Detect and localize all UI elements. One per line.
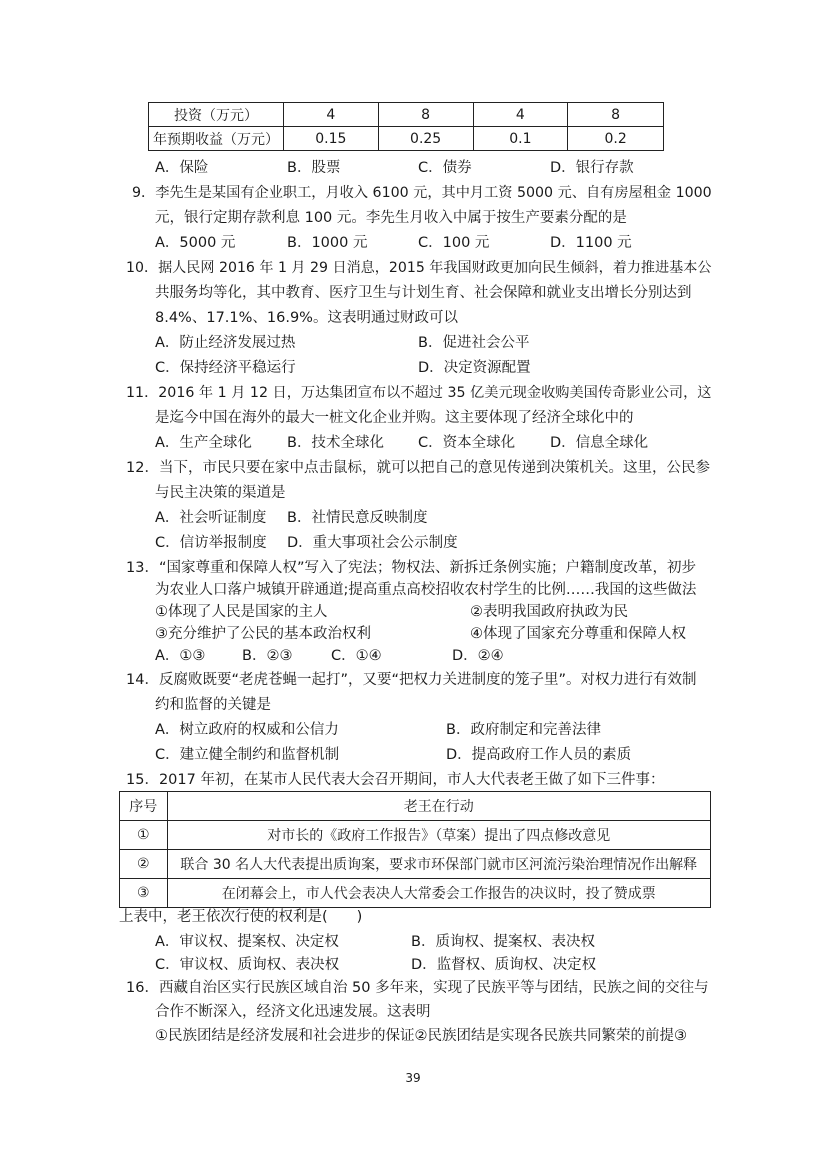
question-text: 11．2016 年 1 月 12 日，万达集团宣布以不超过 35 亿美元现金收购美国传奇影业公司，这 <box>126 385 712 401</box>
statement: ①体现了人民是国家的主人 <box>155 604 328 620</box>
table-cell: 0.25 <box>378 127 473 151</box>
table-header-cell: 序号 <box>120 792 168 821</box>
table-cell: 年预期收益（万元） <box>149 127 284 151</box>
q8-options <box>0 158 826 178</box>
option[interactable]: B．技术全球化 <box>287 435 384 451</box>
option[interactable]: A．审议权、提案权、决定权 <box>155 934 339 950</box>
option[interactable]: B．促进社会公平 <box>418 335 530 351</box>
table-cell: 在闭幕会上，市人代会表决人大常委会工作报告的决议时，投了赞成票 <box>167 879 710 908</box>
option[interactable]: B．质询权、提案权、表决权 <box>411 934 595 950</box>
option[interactable]: D．银行存款 <box>550 160 634 176</box>
question-text: 是迄今中国在海外的最大一桩文化企业并购。这主要体现了经济全球化中的 <box>155 410 634 426</box>
option[interactable]: C．审议权、质询权、表决权 <box>155 957 340 973</box>
question-text: 16．西藏自治区实行民族区域自治 50 多年来，实现了民族平等与团结，民族之间的交往与 <box>126 980 709 996</box>
table-row <box>120 879 711 908</box>
investment-table <box>148 102 664 151</box>
option[interactable]: A．防止经济发展过热 <box>155 335 296 351</box>
table-cell: 8 <box>378 103 473 127</box>
question-text: 8.4%、17.1%、16.9%。这表明通过财政可以 <box>155 310 458 326</box>
table-header-cell: 老王在行动 <box>167 792 710 821</box>
table-cell: 对市长的《政府工作报告》（草案）提出了四点修改意见 <box>167 821 710 850</box>
page-number: 39 <box>405 1071 421 1085</box>
table-cell: 4 <box>473 103 568 127</box>
q15-options <box>0 932 826 952</box>
option[interactable]: A．5000 元 <box>155 235 236 251</box>
table-cell: 0.1 <box>473 127 568 151</box>
question-text: 元，银行定期存款利息 100 元。李先生月收入中属于按生产要素分配的是 <box>155 210 627 226</box>
question-text: 合作不断深入，经济文化迅速发展。这表明 <box>155 1004 431 1020</box>
q11-options <box>0 433 826 453</box>
action-table <box>119 791 711 908</box>
q14-options <box>0 720 826 740</box>
table-cell: 4 <box>283 103 378 127</box>
q10-options <box>0 333 826 353</box>
statement: ②表明我国政府执政为民 <box>470 604 628 620</box>
table-row <box>149 103 664 127</box>
q15-options <box>0 955 826 975</box>
option[interactable]: C．建立健全制约和监督机制 <box>155 747 340 763</box>
statement: ③充分维护了公民的基本政治权利 <box>155 626 371 642</box>
option[interactable]: A．①③ <box>155 648 206 664</box>
q9-options <box>0 233 826 253</box>
table-cell: 投资（万元） <box>149 103 284 127</box>
option[interactable]: C．保持经济平稳运行 <box>155 360 296 376</box>
question-text: 14．反腐败既要“老虎苍蝇一起打”，又要“把权力关进制度的笼子里”。对权力进行有效制 <box>126 672 697 688</box>
option[interactable]: C．债券 <box>418 160 472 176</box>
question-text: 10．据人民网 2016 年 1 月 29 日消息，2015 年我国财政更加向民生倾斜，着力推进基本公 <box>126 260 712 276</box>
question-text: 共服务均等化，其中教育、医疗卫生与计划生育、社会保障和就业支出增长分别达到 <box>155 285 692 301</box>
q12-options <box>0 508 826 528</box>
option[interactable]: D．1100 元 <box>550 235 632 251</box>
question-text: 15．2017 年初，在某市人民代表大会召开期间，市人大代表老王做了如下三件事： <box>126 772 665 788</box>
option[interactable]: A．生产全球化 <box>155 435 252 451</box>
q12-options <box>0 533 826 553</box>
q10-options <box>0 358 826 378</box>
option[interactable]: A．树立政府的权威和公信力 <box>155 722 339 738</box>
option[interactable]: A．社会听证制度 <box>155 510 267 526</box>
q14-options <box>0 745 826 765</box>
table-cell: ② <box>120 850 168 879</box>
question-text: 约和监督的关键是 <box>155 697 271 713</box>
option[interactable]: B．1000 元 <box>287 235 368 251</box>
option[interactable]: B．政府制定和完善法律 <box>446 722 601 738</box>
option[interactable]: C．资本全球化 <box>418 435 516 451</box>
question-text: 9．李先生是某国有企业职工，月收入 6100 元，其中月工资 5000 元、自有房屋租金 1000 <box>132 185 712 201</box>
option[interactable]: D．重大事项社会公示制度 <box>287 535 458 551</box>
table-cell: 0.15 <box>283 127 378 151</box>
option[interactable]: D．信息全球化 <box>550 435 649 451</box>
table-row <box>120 821 711 850</box>
table-cell: 联合 30 名人大代表提出质询案，要求市环保部门就市区河流污染治理情况作出解释 <box>167 850 710 879</box>
question-text: 为农业人口落户城镇开辟通道;提高重点高校招收农村学生的比例……我国的这些做法 <box>155 582 697 598</box>
option[interactable]: C．100 元 <box>418 235 490 251</box>
option[interactable]: C．信访举报制度 <box>155 535 267 551</box>
option[interactable]: A．保险 <box>155 160 209 176</box>
option[interactable]: D．监督权、质询权、决定权 <box>411 957 597 973</box>
option[interactable]: B．社情民意反映制度 <box>287 510 428 526</box>
option[interactable]: B．②③ <box>242 648 293 664</box>
question-text: 上表中，老王依次行使的权利是( ) <box>119 909 363 925</box>
option[interactable]: D．决定资源配置 <box>418 360 531 376</box>
question-text: 13．“国家尊重和保障人权”写入了宪法；物权法、新拆迁条例实施；户籍制度改革，初步 <box>126 560 696 576</box>
table-cell: ③ <box>120 879 168 908</box>
question-text: 12．当下，市民只要在家中点击鼠标，就可以把自己的意见传递到决策机关。这里，公民参 <box>126 460 710 476</box>
statement: ④体现了国家充分尊重和保障人权 <box>470 626 686 642</box>
option[interactable]: D．②④ <box>452 648 504 664</box>
table-cell: 0.2 <box>568 127 664 151</box>
q13-statements <box>0 602 826 622</box>
q13-options <box>0 646 826 666</box>
option[interactable]: D．提高政府工作人员的素质 <box>446 747 632 763</box>
table-cell: 8 <box>568 103 664 127</box>
question-text: 与民主决策的渠道是 <box>155 485 286 501</box>
question-text: ①民族团结是经济发展和社会进步的保证②民族团结是实现各民族共同繁荣的前提③ <box>155 1028 687 1044</box>
table-row <box>149 127 664 151</box>
option[interactable]: B．股票 <box>287 160 341 176</box>
option[interactable]: C．①④ <box>331 648 382 664</box>
table-row <box>120 850 711 879</box>
table-cell: ① <box>120 821 168 850</box>
q13-statements <box>0 624 826 644</box>
table-header-row <box>120 792 711 821</box>
